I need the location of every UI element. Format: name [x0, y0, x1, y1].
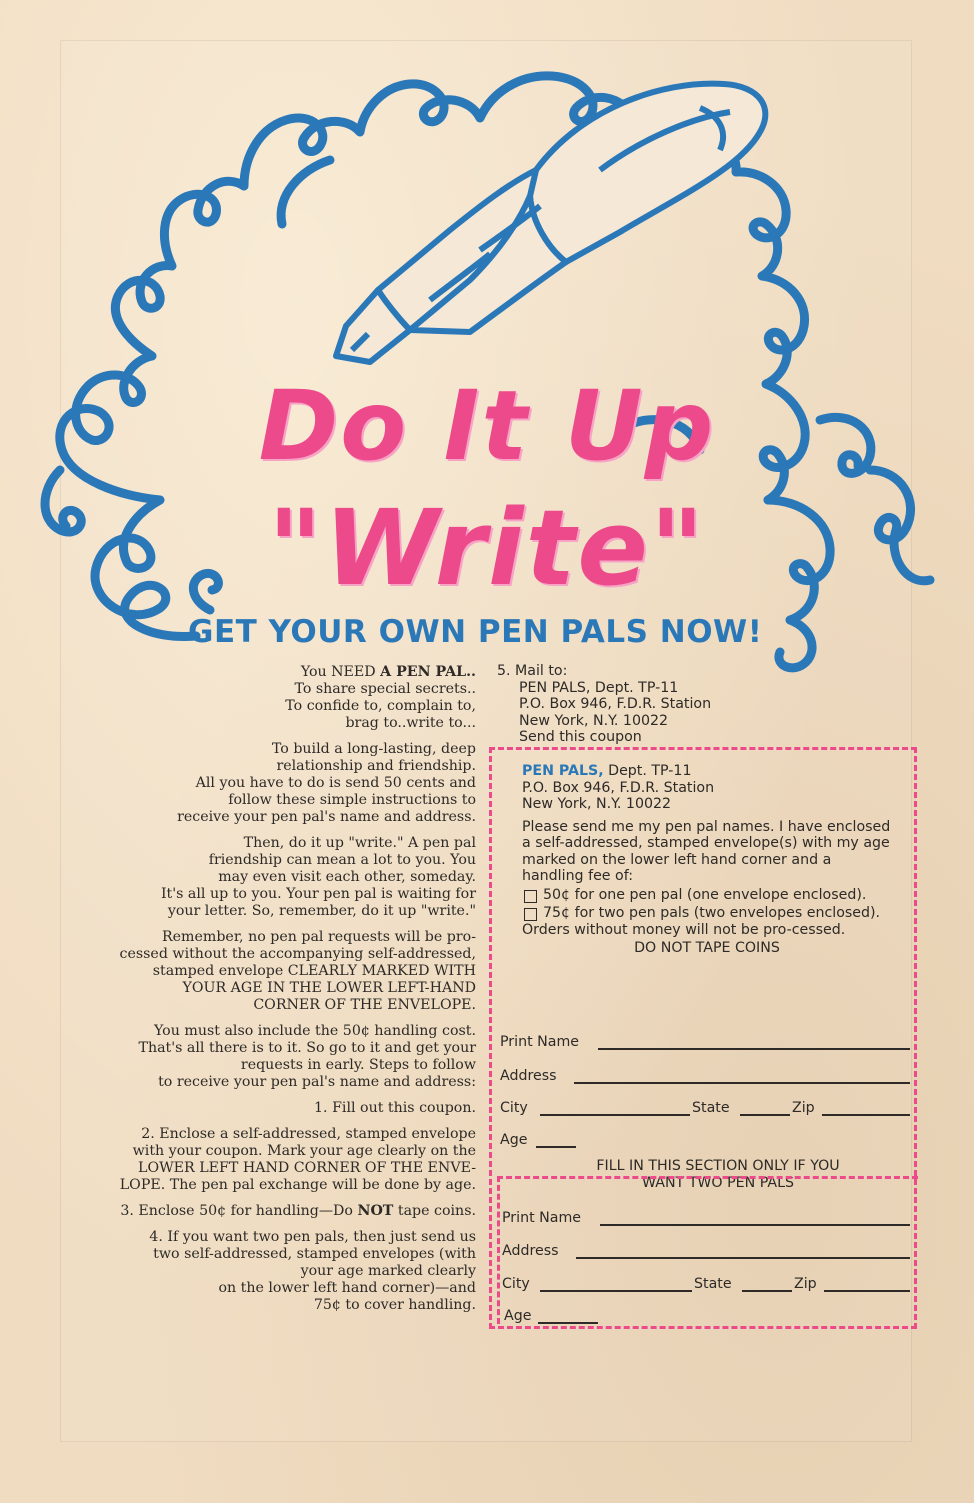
zip-label: Zip [792, 1100, 815, 1116]
paragraph-handling: You must also include the 50¢ handling cost. That's all there is to it. So go to it and get your requests in early. Steps to follow to receive your pen pal's name and address: [138, 1023, 476, 1090]
age-label: Age [500, 1132, 528, 1148]
option-two-pen-pals[interactable]: 75¢ for two pen pals (two envelopes enclosed). [522, 905, 892, 922]
print-name-field[interactable] [598, 1048, 910, 1050]
zip-field-2[interactable] [824, 1290, 910, 1292]
paragraph-requirements: Remember, no pen pal requests will be pro- cessed without the accompanying self-addressed, stamped envelope CLEARLY MARKED WITH YOUR AGE IN THE LOWER LEFT-HAND CORNER OF THE ENVELOPE. [119, 929, 476, 1013]
state-label: State [692, 1100, 730, 1116]
address-field[interactable] [574, 1082, 910, 1084]
age-label-2: Age [504, 1308, 532, 1324]
headline-line2: "Write" [267, 487, 707, 609]
age-field[interactable] [536, 1146, 576, 1148]
state-field-2[interactable] [742, 1290, 792, 1292]
do-not-tape-coins: DO NOT TAPE COINS [634, 940, 780, 956]
city-label: City [500, 1100, 528, 1116]
instructions-column [70, 664, 476, 1323]
checkbox-one-pen-pal[interactable] [524, 890, 537, 903]
coupon-address: PEN PALS, Dept. TP-11 P.O. Box 946, F.D.R. Station New York, N.Y. 10022 [522, 763, 715, 812]
coupon-text [522, 763, 892, 957]
zip-label-2: Zip [794, 1276, 817, 1292]
tagline: GET YOUR OWN PEN PALS NOW! [188, 614, 763, 650]
print-name-field-2[interactable] [600, 1224, 910, 1226]
paragraph-write: Then, do it up "write." A pen pal friendship can mean a lot to you. You may even visit each other, someday. It's all up to you. Your pen pal is waiting for your letter. So, remember, do it up "write." [160, 835, 476, 919]
second-section-border [497, 1176, 918, 1324]
option-one-pen-pal[interactable]: 50¢ for one pen pal (one envelope enclosed). [522, 887, 892, 904]
step-2: 2. Enclose a self-addressed, stamped envelope with your coupon. Mark your age clearly on the LOWER LEFT HAND CORNER OF THE ENVE- LOPE. The pen pal exchange will be done by age. [119, 1126, 476, 1193]
orders-note: Orders without money will not be pro-cessed. [522, 921, 846, 938]
address-label: Address [500, 1068, 557, 1084]
city-field-2[interactable] [540, 1290, 692, 1292]
state-field[interactable] [740, 1114, 790, 1116]
paragraph-relationship: To build a long-lasting, deep relationship and friendship. All you have to do is send 50 cents and follow these simple instructions to receive your pen pal's name and address. [177, 741, 476, 825]
zip-field[interactable] [822, 1114, 910, 1116]
city-field[interactable] [540, 1114, 690, 1116]
checkbox-two-pen-pals[interactable] [524, 908, 537, 921]
print-name-label: Print Name [500, 1034, 580, 1050]
step-1: 1. Fill out this coupon. [314, 1100, 476, 1116]
intro-paragraph: You NEED A PEN PAL.. To share special secrets.. To confide to, complain to, brag to..write to... [285, 664, 476, 731]
step-4: 4. If you want two pen pals, then just send us two self-addressed, stamped envelopes (with your age marked clearly on the lower left hand corner)—and 75¢ to cover handling. [149, 1229, 476, 1313]
age-field-2[interactable] [538, 1322, 598, 1324]
state-label-2: State [694, 1276, 732, 1292]
city-label-2: City [502, 1276, 530, 1292]
fountain-pen-icon [336, 84, 765, 362]
mail-to-block: 5. Mail to: PEN PALS, Dept. TP-11 P.O. Box 946, F.D.R. Station New York, N.Y. 10022 Send this coupon [497, 663, 712, 746]
coupon-request: Please send me my pen pal names. I have enclosed a self-addressed, stamped envelope(s) with my age marked on the lower left hand corner and a handling fee of: [522, 818, 891, 884]
headline-line1: Do It Up [258, 370, 716, 482]
address-label-2: Address [502, 1243, 559, 1259]
second-section-header: FILL IN THIS SECTION ONLY IF YOU WANT TWO PEN PALS [596, 1158, 840, 1191]
address-field-2[interactable] [576, 1257, 910, 1259]
step-3: 3. Enclose 50¢ for handling—Do NOT tape coins. [120, 1203, 476, 1219]
print-name-label-2: Print Name [502, 1210, 582, 1226]
